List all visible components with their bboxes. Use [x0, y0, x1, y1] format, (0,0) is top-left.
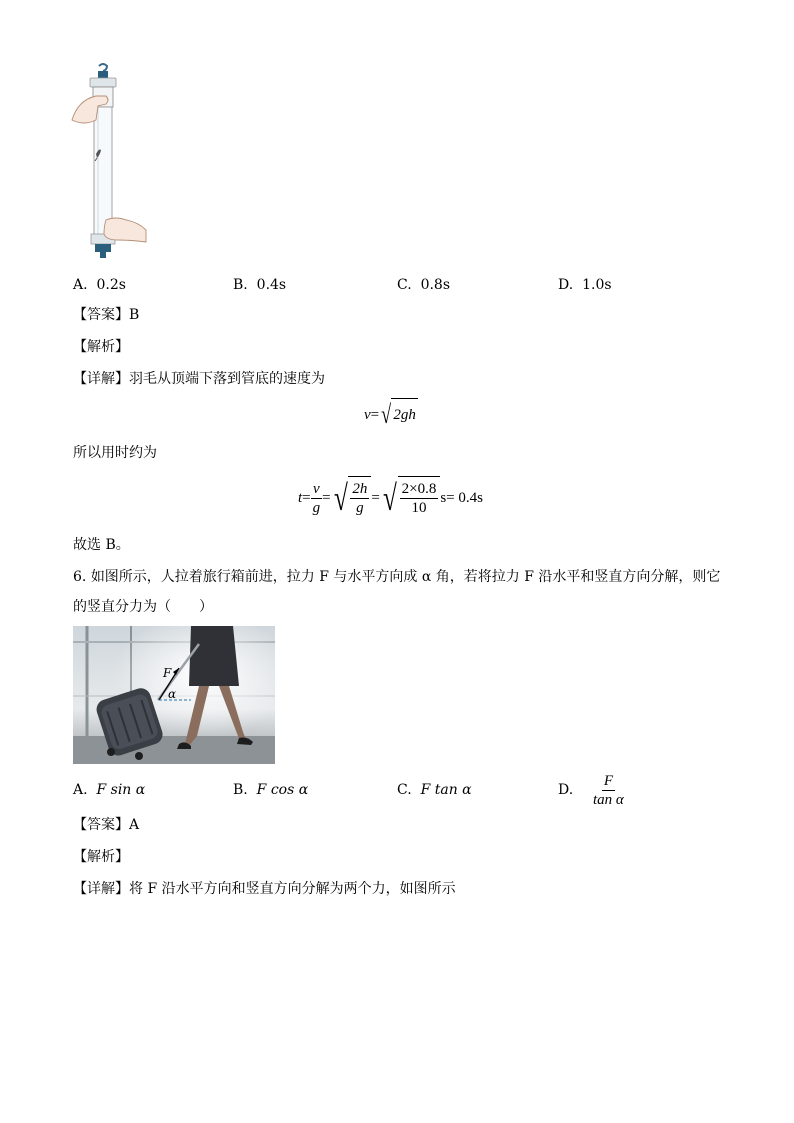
- q5-time-text: 所以用时约为: [73, 445, 157, 461]
- q5-answer: 【答案】B: [73, 307, 140, 323]
- q5-option-b: B. 0.4s: [233, 277, 287, 293]
- q6-stem-line2: 的竖直分力为（ ）: [73, 599, 213, 615]
- q6-detail: 【详解】将 F 沿水平方向和竖直方向分解为两个力，如图所示: [73, 881, 456, 897]
- q6-answer: 【答案】A: [73, 817, 140, 833]
- q6-stem-line1: 6. 如图所示，人拉着旅行箱前进，拉力 F 与水平方向成 α 角，若将拉力 F 沿水平和竖直方向分解，则它: [73, 569, 721, 585]
- q5-detail: 【详解】羽毛从顶端下落到管底的速度为: [73, 371, 325, 387]
- q5-option-a: A. 0.2s: [73, 277, 126, 293]
- formula-velocity: v = √ 2gh: [364, 398, 418, 432]
- q5-option-d: D. 1.0s: [558, 277, 612, 293]
- q5-conclusion: 故选 B。: [73, 537, 130, 553]
- angle-label: α: [168, 687, 177, 701]
- q6-analysis-tag: 【解析】: [73, 849, 129, 865]
- q5-analysis-tag: 【解析】: [73, 339, 129, 355]
- q5-option-c: C. 0.8s: [397, 277, 451, 293]
- feather-tube-figure: [68, 62, 150, 262]
- suitcase-photo-figure: [73, 626, 275, 764]
- q6-option-a: A. F sin α: [73, 782, 146, 798]
- q6-option-d: D. $\frac{F}{\text{tan α}}$: [558, 772, 624, 808]
- force-label: F: [163, 666, 172, 680]
- q6-option-c: C. F tan α: [397, 782, 472, 798]
- q6-option-b: B. F cos α: [233, 782, 309, 798]
- formula-time: t = $\frac{v}{g}$ = √ $\frac{2h}{g}$ = √ $\frac{2\times 0.8}{10}$ s = 0.4s: [298, 478, 483, 518]
